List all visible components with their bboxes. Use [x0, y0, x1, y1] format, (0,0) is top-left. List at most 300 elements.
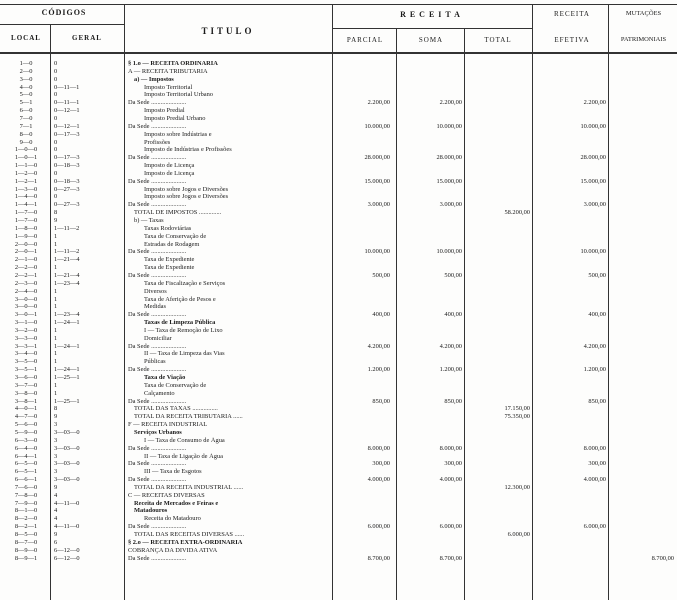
row-title: Imposto sobre Jogos e Diversões [144, 185, 229, 193]
code-local: 8—2—1 [14, 523, 38, 531]
code-local: 6—4—1 [14, 452, 38, 460]
code-local: 7—6—0 [14, 483, 38, 491]
row-title: Calçamento [144, 389, 175, 397]
header-parcial: PARCIAL [346, 36, 384, 44]
table-row [0, 327, 677, 334]
value-soma: 6.000,00 [439, 523, 462, 531]
value-efetiva: 500,00 [588, 271, 606, 279]
value-parcial: 15.000,00 [364, 177, 390, 185]
table-row [0, 68, 677, 75]
code-local: 1—0—1 [14, 154, 38, 162]
row-title: Da Sede ...................... [128, 366, 187, 374]
table-row [0, 405, 677, 412]
value-efetiva: 15.000,00 [580, 177, 606, 185]
code-local: 6—3—0 [14, 436, 38, 444]
table-row [0, 76, 677, 83]
row-title: Taxas Rodoviárias [144, 224, 192, 232]
table-row [0, 209, 677, 216]
code-local: 8—2—0 [14, 515, 38, 523]
value-efetiva: 850,00 [588, 397, 606, 405]
table-row [0, 555, 677, 562]
value-parcial: 2.200,00 [367, 99, 390, 107]
code-geral: 4 [54, 507, 58, 515]
code-geral: 1 [54, 326, 58, 334]
code-local: 3—4—0 [14, 350, 38, 358]
value-parcial: 400,00 [372, 311, 390, 319]
value-efetiva: 400,00 [588, 311, 606, 319]
row-title: Taxa de Aferição de Pesos e [144, 295, 216, 303]
code-local: 3—0—0 [14, 295, 38, 303]
code-local: 3—0 [19, 75, 33, 83]
table-row [0, 248, 677, 255]
code-geral: 1 [54, 381, 58, 389]
code-local: 8—1—0 [14, 507, 38, 515]
code-local: 3—5—0 [14, 358, 38, 366]
code-local: 1—9—0 [14, 232, 38, 240]
table-row [0, 201, 677, 208]
table-row [0, 241, 677, 248]
value-efetiva: 10.000,00 [580, 122, 606, 130]
row-title: Da Sede ...................... [128, 177, 187, 185]
code-local: 3—8—0 [14, 389, 38, 397]
code-local: 1—0 [19, 60, 33, 67]
table-row [0, 523, 677, 530]
value-soma: 10.000,00 [436, 248, 462, 256]
code-local: 7—8—0 [14, 491, 38, 499]
row-title: Da Sede ...................... [128, 397, 187, 405]
code-geral: 6 [54, 538, 58, 546]
code-geral: 9 [54, 531, 58, 538]
code-geral: 1—21—4 [54, 256, 80, 264]
table-row [0, 233, 677, 240]
code-local: 1—4—1 [14, 201, 38, 209]
table-row [0, 115, 677, 122]
code-local: 1—7—0 [14, 209, 38, 217]
code-local: 3—6—0 [14, 374, 38, 381]
row-title: Taxa de Expediente [144, 264, 195, 272]
table-row [0, 539, 677, 546]
code-geral: 1 [54, 232, 58, 240]
code-local: 5—0 [19, 91, 33, 99]
code-local: 8—5—0 [14, 531, 38, 538]
row-title: TOTAL DA RECEITA TRIBUTARIA ...... [134, 413, 243, 421]
table-row [0, 374, 677, 381]
code-local: 8—0 [19, 130, 33, 138]
table-row [0, 413, 677, 420]
header-mutacoes-2: PATRIMONIAIS [620, 36, 667, 43]
code-local: 1—3—0 [14, 185, 38, 193]
table-row [0, 468, 677, 475]
table-row [0, 531, 677, 538]
value-soma: 10.000,00 [436, 122, 462, 130]
code-geral: 1—24—1 [54, 366, 80, 374]
code-geral: 0—27—3 [54, 201, 80, 209]
code-local: 1—2—0 [14, 169, 38, 177]
header-receita: RECEITA [400, 10, 464, 19]
code-geral: 1—25—1 [54, 397, 80, 405]
code-geral: 3—03—0 [54, 428, 80, 436]
code-local: 6—5—1 [14, 468, 38, 476]
code-local: 3—2—0 [14, 326, 38, 334]
header-total: TOTAL [484, 36, 512, 44]
row-title: Da Sede ...................... [128, 311, 187, 319]
code-geral: 3—03—0 [54, 444, 80, 452]
table-row [0, 91, 677, 98]
rule-header-bottom [0, 52, 677, 54]
value-efetiva: 3.000,00 [583, 201, 606, 209]
row-title: Taxa de Viação [144, 374, 186, 381]
code-geral: 0 [54, 60, 58, 67]
row-title: TOTAL DAS TAXAS ................ [134, 405, 218, 413]
code-geral: 3—03—0 [54, 476, 80, 484]
code-geral: 6—12—0 [54, 546, 80, 554]
row-title: Da Sede ...................... [128, 154, 187, 162]
row-title: Da Sede ...................... [128, 201, 187, 209]
row-title: Taxas de Limpeza Pública [144, 319, 216, 327]
code-geral: 0 [54, 75, 58, 83]
code-local: 8—7—0 [14, 538, 38, 546]
row-title: Taxa de Conservação de [144, 381, 207, 389]
table-row [0, 460, 677, 467]
row-title: Da Sede ...................... [128, 460, 187, 468]
table-row [0, 492, 677, 499]
row-title: I — Taxa de Remoção de Lixo [144, 326, 223, 334]
table-row [0, 193, 677, 200]
row-title: Taxa de Fiscalização e Serviços [144, 279, 226, 287]
row-title: Imposto Predial [144, 107, 185, 115]
code-local: 2—2—0 [14, 264, 38, 272]
row-title: § 2.o — RECEITA EXTRA-ORDINARIA [128, 538, 243, 546]
code-local: 3—0—0 [14, 303, 38, 311]
row-title: III — Taxa de Esgotos [144, 468, 202, 476]
value-soma: 400,00 [444, 311, 462, 319]
header-mutacoes-1: MUTAÇÕES [625, 10, 662, 17]
row-title: Imposto Predial Urbano [144, 114, 206, 122]
row-title: Públicas [144, 358, 166, 366]
code-geral: 1—11—2 [54, 248, 80, 256]
code-local: 5—9—0 [14, 428, 38, 436]
header-local: LOCAL [11, 34, 41, 42]
row-title: Imposto de Licença [144, 162, 195, 170]
row-title: Da Sede ...................... [128, 554, 187, 562]
row-title: Imposto Territorial Urbano [144, 91, 214, 99]
code-local: 6—6—1 [14, 476, 38, 484]
rule-receita-sub [332, 28, 532, 29]
row-title: TOTAL DAS RECEITAS DIVERSAS ...... [134, 531, 245, 538]
code-geral: 1—21—4 [54, 271, 80, 279]
code-local: 1—8—0 [14, 224, 38, 232]
value-soma: 4.000,00 [439, 476, 462, 484]
row-title: Imposto de Licença [144, 169, 195, 177]
table-row [0, 507, 677, 514]
table-row [0, 296, 677, 303]
row-title: II — Taxa de Ligação de Água [144, 452, 223, 460]
row-title: Da Sede ...................... [128, 476, 187, 484]
row-title: Domiciliar [144, 334, 172, 342]
code-local: 3—3—1 [14, 342, 38, 350]
code-local: 2—0 [19, 67, 33, 75]
table-row [0, 178, 677, 185]
table-row [0, 515, 677, 522]
value-soma: 2.200,00 [439, 99, 462, 107]
code-local: 6—5—0 [14, 460, 38, 468]
table-row [0, 311, 677, 318]
value-total: 6.000,00 [507, 531, 530, 538]
code-geral: 3 [54, 468, 58, 476]
row-title: Receita do Matadouro [144, 515, 201, 523]
code-geral: 0—12—1 [54, 107, 80, 115]
table-row [0, 484, 677, 491]
value-parcial: 3.000,00 [367, 201, 390, 209]
row-title: a) — Impostos [134, 75, 174, 83]
header-codigos: CÓDIGOS [41, 8, 87, 17]
table-row [0, 162, 677, 169]
table-row [0, 398, 677, 405]
code-geral: 0—18—3 [54, 162, 80, 170]
value-parcial: 8.000,00 [367, 444, 390, 452]
code-local: 1—2—1 [14, 177, 38, 185]
code-geral: 3 [54, 452, 58, 460]
code-geral: 1—24—1 [54, 342, 80, 350]
value-total: 12.300,00 [504, 483, 530, 491]
value-mutacoes: 8.700,00 [651, 554, 674, 562]
code-geral: 1 [54, 358, 58, 366]
code-geral: 4—11—0 [54, 499, 80, 507]
table-row [0, 350, 677, 357]
table-row [0, 107, 677, 114]
row-title: Medidas [144, 303, 167, 311]
row-title: Da Sede ...................... [128, 122, 187, 130]
code-local: 2—0—1 [14, 248, 38, 256]
code-local: 6—0 [19, 107, 33, 115]
table-row [0, 99, 677, 106]
table-row [0, 382, 677, 389]
code-geral: 9 [54, 483, 58, 491]
table-row [0, 84, 677, 91]
row-title: Serviços Urbanos [134, 428, 182, 436]
table-row [0, 264, 677, 271]
row-title: Da Sede ...................... [128, 444, 187, 452]
value-efetiva: 6.000,00 [583, 523, 606, 531]
table-row [0, 343, 677, 350]
value-soma: 4.200,00 [439, 342, 462, 350]
value-efetiva: 300,00 [588, 460, 606, 468]
code-local: 1—7—0 [14, 217, 38, 224]
value-parcial: 500,00 [372, 271, 390, 279]
code-local: 2—0—0 [14, 240, 38, 248]
value-soma: 28.000,00 [436, 154, 462, 162]
value-efetiva: 28.000,00 [580, 154, 606, 162]
row-title: Taxa de Expediente [144, 256, 195, 264]
code-geral: 1 [54, 334, 58, 342]
code-local: 3—5—1 [14, 366, 38, 374]
code-local: 2—4—0 [14, 287, 38, 295]
code-local: 1—0—0 [14, 146, 38, 154]
value-soma: 15.000,00 [436, 177, 462, 185]
table-row [0, 131, 677, 138]
value-efetiva: 10.000,00 [580, 248, 606, 256]
row-title: Da Sede ...................... [128, 342, 187, 350]
code-geral: 0—18—3 [54, 177, 80, 185]
code-geral: 1 [54, 350, 58, 358]
value-parcial: 4.200,00 [367, 342, 390, 350]
code-geral: 1—23—4 [54, 279, 80, 287]
code-geral: 0—11—1 [54, 83, 80, 91]
header-soma: SOMA [418, 36, 444, 44]
code-local: 5—6—0 [14, 421, 38, 429]
value-efetiva: 1.200,00 [583, 366, 606, 374]
code-local: 3—3—0 [14, 334, 38, 342]
row-title: A — RECEITA TRIBUTARIA [128, 67, 208, 75]
value-parcial: 10.000,00 [364, 122, 390, 130]
code-geral: 3 [54, 436, 58, 444]
code-geral: 0 [54, 138, 58, 146]
row-title: Receita de Mercados e Feiras e [134, 499, 219, 507]
code-geral: 1 [54, 240, 58, 248]
row-title: C — RECEITAS DIVERSAS [128, 491, 205, 499]
row-title: Da Sede ...................... [128, 99, 187, 107]
value-efetiva: 4.000,00 [583, 476, 606, 484]
table-row [0, 319, 677, 326]
table-row [0, 146, 677, 153]
header-receita-efetiva-2: EFETIVA [554, 36, 590, 44]
value-soma: 8.000,00 [439, 444, 462, 452]
code-geral: 9 [54, 413, 58, 421]
rule-codigos-sub [0, 24, 124, 25]
row-title: Diversos [144, 287, 167, 295]
value-parcial: 300,00 [372, 460, 390, 468]
row-title: F — RECEITA INDUSTRIAL [128, 421, 208, 429]
table-row [0, 60, 677, 67]
table-row [0, 170, 677, 177]
row-title: Profissões [144, 138, 171, 146]
value-parcial: 4.000,00 [367, 476, 390, 484]
value-total: 17.150,00 [504, 405, 530, 413]
row-title: Imposto de Indústrias e Profissões [144, 146, 232, 154]
code-geral: 1—25—1 [54, 374, 80, 381]
table-row [0, 123, 677, 130]
code-geral: 0 [54, 169, 58, 177]
code-geral: 0 [54, 193, 58, 201]
code-geral: 1 [54, 389, 58, 397]
row-title: TOTAL DE IMPOSTOS .............. [134, 209, 222, 217]
code-geral: 1—24—1 [54, 319, 80, 327]
table-row [0, 437, 677, 444]
row-title: Matadouros [134, 507, 168, 515]
table-row [0, 154, 677, 161]
code-local: 4—0—1 [14, 405, 38, 413]
row-title: Imposto sobre Jogos e Diversões [144, 193, 229, 201]
table-row [0, 288, 677, 295]
value-parcial: 8.700,00 [367, 554, 390, 562]
code-geral: 1 [54, 303, 58, 311]
value-soma: 1.200,00 [439, 366, 462, 374]
row-title: Da Sede ...................... [128, 248, 187, 256]
value-efetiva: 8.000,00 [583, 444, 606, 452]
code-local: 3—8—1 [14, 397, 38, 405]
code-geral: 6—12—0 [54, 554, 80, 562]
value-total: 58.200,00 [504, 209, 530, 217]
code-geral: 0—17—3 [54, 130, 80, 138]
code-geral: 0 [54, 146, 58, 154]
code-local: 2—1—0 [14, 256, 38, 264]
code-local: 7—9—0 [14, 499, 38, 507]
value-total: 75.350,00 [504, 413, 530, 421]
code-local: 4—7—0 [14, 413, 38, 421]
code-geral: 1 [54, 264, 58, 272]
code-geral: 4 [54, 515, 58, 523]
table-row [0, 303, 677, 310]
row-title: Da Sede ...................... [128, 523, 187, 531]
header-receita-efetiva-1: RECEITA [554, 10, 590, 18]
code-geral: 0—12—1 [54, 122, 80, 130]
code-local: 2—2—1 [14, 271, 38, 279]
table-row [0, 500, 677, 507]
value-efetiva: 2.200,00 [583, 99, 606, 107]
table-row [0, 225, 677, 232]
table-row [0, 366, 677, 373]
code-geral: 0—11—1 [54, 99, 80, 107]
code-local: 3—0—1 [14, 311, 38, 319]
code-local: 8—9—1 [14, 554, 38, 562]
code-geral: 1 [54, 287, 58, 295]
code-local: 7—1 [19, 122, 33, 130]
table-row [0, 272, 677, 279]
table-row [0, 335, 677, 342]
code-local: 3—7—0 [14, 381, 38, 389]
code-geral: 4—11—0 [54, 523, 80, 531]
table-row [0, 217, 677, 224]
code-local: 1—4—0 [14, 193, 38, 201]
code-local: 1—1—0 [14, 162, 38, 170]
row-title: Imposto Territorial [144, 83, 193, 91]
code-geral: 1 [54, 295, 58, 303]
row-title: TOTAL DA RECEITA INDUSTRIAL ...... [134, 483, 244, 491]
code-local: 3—1—0 [14, 319, 38, 327]
table-row [0, 429, 677, 436]
value-soma: 850,00 [444, 397, 462, 405]
code-local: 9—0 [19, 138, 33, 146]
value-soma: 500,00 [444, 271, 462, 279]
code-geral: 8 [54, 209, 58, 217]
table-row [0, 547, 677, 554]
value-soma: 3.000,00 [439, 201, 462, 209]
value-parcial: 28.000,00 [364, 154, 390, 162]
code-geral: 0—17—3 [54, 154, 80, 162]
code-local: 4—0 [19, 83, 33, 91]
code-local: 8—9—0 [14, 546, 38, 554]
code-geral: 0—27—3 [54, 185, 80, 193]
code-local: 2—3—0 [14, 279, 38, 287]
table-row [0, 390, 677, 397]
code-geral: 4 [54, 491, 58, 499]
code-local: 7—0 [19, 114, 33, 122]
value-soma: 300,00 [444, 460, 462, 468]
row-title: Estradas de Rodagem [144, 240, 200, 248]
code-geral: 0 [54, 114, 58, 122]
row-title: b) — Taxas [134, 217, 164, 224]
code-geral: 1—23—4 [54, 311, 80, 319]
row-title: § 1.o — RECEITA ORDINARIA [128, 60, 218, 67]
code-local: 6—4—0 [14, 444, 38, 452]
value-soma: 8.700,00 [439, 554, 462, 562]
rule-top [0, 4, 677, 5]
code-geral: 3—03—0 [54, 460, 80, 468]
table-row [0, 453, 677, 460]
header-titulo: TITULO [201, 26, 255, 36]
table-row [0, 186, 677, 193]
value-efetiva: 4.200,00 [583, 342, 606, 350]
